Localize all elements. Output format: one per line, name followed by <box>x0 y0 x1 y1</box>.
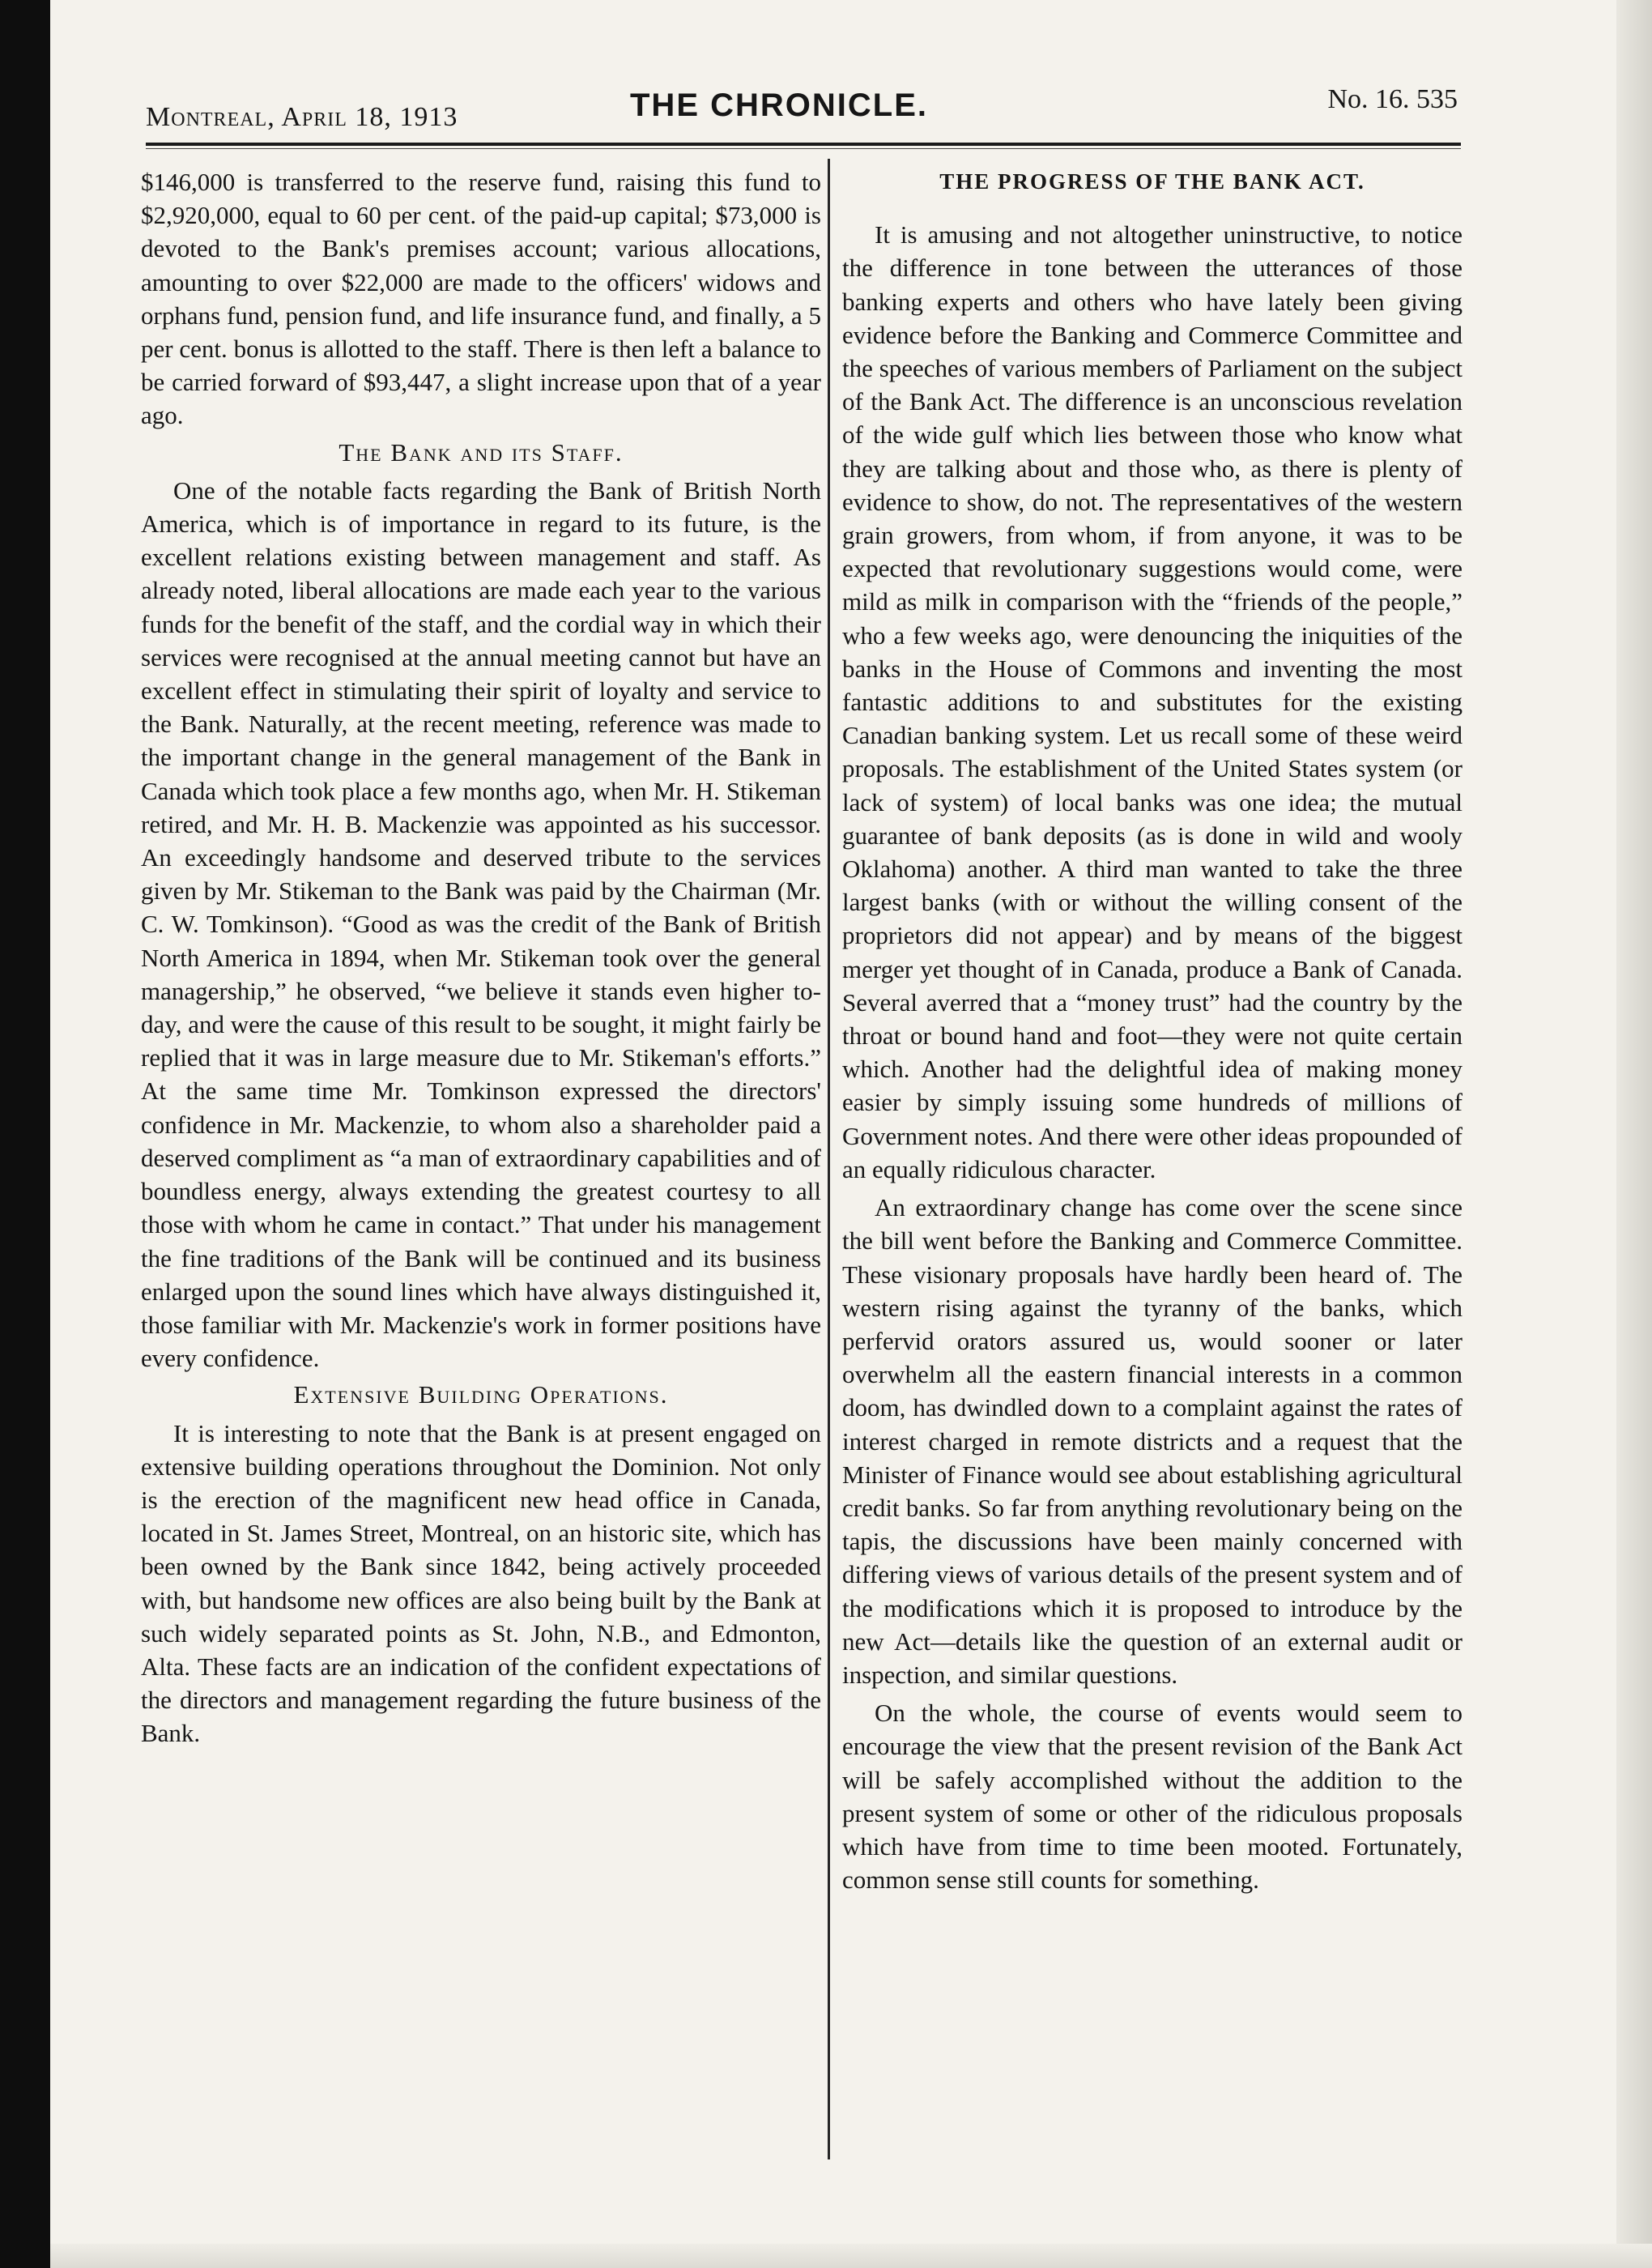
left-paragraph-3: It is interesting to note that the Bank is at present engaged on extensive building operations throughout the Dominion. Not only is the erection of the magnificent new head office in Canada, located in St. James Street, Montreal, on an historic site, which has been owned by the Bank since 1842, being actively proceeded with, but handsome new offices are also being built by the Bank at such widely separated points as St. John, N.B., and Edmonton, Alta. These facts are an indication of the confident expectations of the directors and management regarding the future business of the Bank. <box>141 1418 821 1748</box>
header-rule <box>146 143 1461 146</box>
page-header <box>146 78 1458 143</box>
right-paragraph-2: An extraordinary change has come over the scene since the bill went before the Banking and Commerce Committee. These visionary proposals have hardly been heard of. The western rising against the tyranny of the banks, which perfervid orators assured us, would sooner or later overwhelm all the eastern financial interests in a common doom, has dwindled down to a complaint against the rates of interest charged in remote districts and a request that the Minister of Finance would see about establishing agricultural credit banks. So far from anything revolutionary being on the tapis, the discussions have been mainly concerned with differing views of various details of the present system and of the modifications which it is proposed to introduce by the new Act—details like the question of an external audit or inspection, and similar questions. <box>842 1193 1463 1689</box>
header-issue-page-number: No. 16. 535 <box>1327 84 1458 114</box>
right-column <box>842 165 1463 1896</box>
section-heading-bank-and-staff: The Bank and its Staff. <box>338 437 624 467</box>
page-right-margin <box>1616 0 1652 2268</box>
header-dateline: Montreal, April 18, 1913 <box>146 102 458 132</box>
article-title: THE PROGRESS OF THE BANK ACT. <box>939 169 1365 194</box>
section-heading-building-operations: Extensive Building Operations. <box>293 1380 669 1409</box>
header-publication-title: THE CHRONICLE. <box>630 87 928 123</box>
right-paragraph-3: On the whole, the course of events would seem to encourage the view that the present revision of the Bank Act will be safely accomplished without the addition to the present system of some or other of the ridiculous proposals which have from time to time been mooted. Fortunately, common sense still counts for something. <box>842 1699 1463 1895</box>
right-paragraph-1: It is amusing and not altogether uninstructive, to notice the difference in tone between the utterances of those banking experts and others who have lately been giving evidence before the Banking and Commerce Committee and the speeches of various members of Parliament on the subject of the Bank Act. The difference is an unconscious revelation of the wide gulf which lies between those who know what they are talking about and those who, as there is plenty of evidence to show, do not. The representatives of the western grain growers, from whom, if from anyone, it was to be expected that revolutionary suggestions would come, were mild as milk in comparison with the “friends of the people,” who a few weeks ago, were denouncing the iniquities of the banks in the House of Commons and inventing the most fantastic additions to and substitutes for the existing Canadian banking system. Let us recall some of these weird proposals. The establishment of the United States system (or lack of system) of local banks was one idea; the mutual guarantee of bank deposits (as is done in wild and wooly Oklahoma) another. A third man wanted to take the three largest banks (with or without the willing consent of the proprietors did not appear) and by means of the biggest merger yet thought of in Canada, produce a Bank of Canada. Several averred that a “money trust” had the country by the throat or bound hand and foot—they were not quite certain which. Another had the delightful idea of making money easier by simply issuing some hundreds of millions of Government notes. And there were other ideas propounded of an equally ridiculous character. <box>842 220 1463 1183</box>
page-bottom-margin <box>50 2244 1652 2268</box>
left-paragraph-2: One of the notable facts regarding the Bank of British North America, which is of importance in regard to its future, is the excellent relations existing between management and staff. As already noted, liberal allocations are made each year to the various funds for the benefit of the staff, and the cordial way in which their services were recognised at the annual meeting cannot but have an excellent effect in stimulating their spirit of loyalty and service to the Bank. Naturally, at the recent meeting, reference was made to the important change in the general management of the Bank in Canada which took place a few months ago, when Mr. H. Stikeman retired, and Mr. H. B. Mackenzie was appointed as his successor. An exceedingly handsome and deserved tribute to the services given by Mr. Stikeman to the Bank was paid by the Chairman (Mr. C. W. Tomkinson). “Good as was the credit of the Bank of British North America in 1894, when Mr. Stikeman took over the general managership,” he observed, “we believe it stands even higher to-day, and were the cause of this result to be sought, it might fairly be replied that it was in large measure due to Mr. Stikeman's efforts.” At the same time Mr. Tomkinson expressed the directors' confidence in Mr. Mackenzie, to whom also a shareholder paid a deserved compliment as “a man of extraordinary capabilities and of boundless energy, always extending the greatest courtesy to all those with whom he came in contact.” That under his management the fine traditions of the Bank will be continued and its business enlarged upon the sound lines which have always distinguished it, those familiar with Mr. Mackenzie's work in former positions have every confidence. <box>141 475 821 1373</box>
header-rule-thin <box>146 148 1461 149</box>
page-binding-edge <box>0 0 50 2268</box>
column-divider <box>828 159 830 2159</box>
left-column <box>141 165 821 1750</box>
left-paragraph-1: $146,000 is transferred to the reserve fund, raising this fund to $2,920,000, equal to 60 per cent. of the paid-up capital; $73,000 is devoted to the Bank's premises account; various allocations, amounting to over $22,000 are made to the officers' widows and orphans fund, pension fund, and life insurance fund, and finally, a 5 per cent. bonus is allotted to the staff. There is then left a balance to be carried forward of $93,447, a slight increase upon that of a year ago. <box>141 168 821 430</box>
